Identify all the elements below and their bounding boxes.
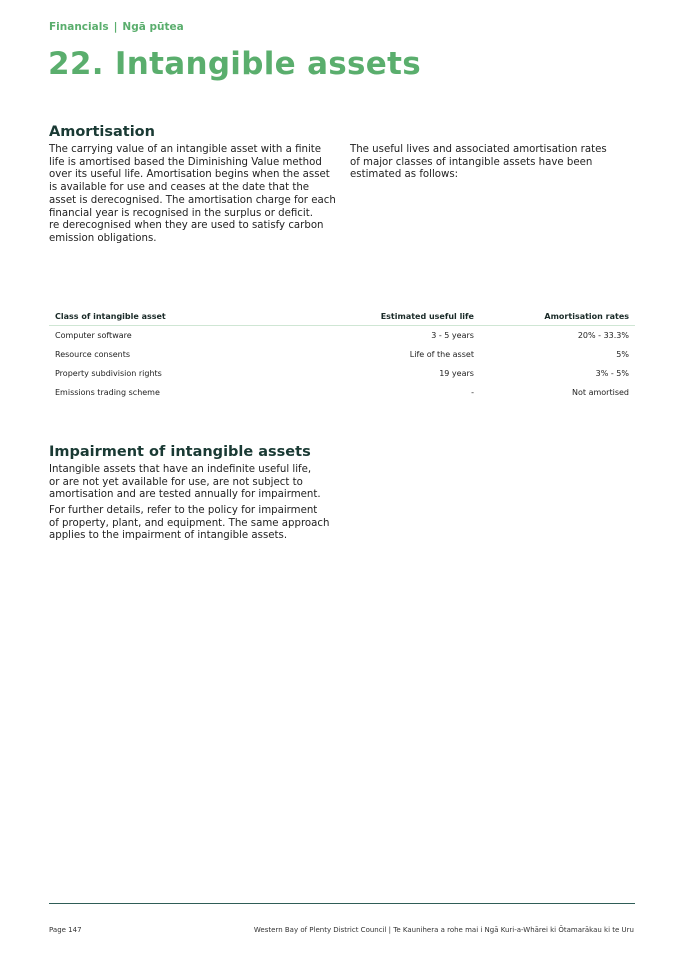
cell-rate: 5% <box>616 350 629 359</box>
impairment-line: amortisation and are tested annually for impairment. <box>49 489 321 501</box>
impairment-paragraph-1 <box>49 464 334 502</box>
useful-lives-line: estimated as follows: <box>350 169 459 181</box>
footer-organisation: Western Bay of Plenty District Council | Te Kaunihera a rohe mai i Ngā Kuri-a-Whārei ki Ōtamarākau ki te Uru <box>253 926 634 934</box>
impairment-line: applies to the impairment of intangible assets. <box>49 530 288 542</box>
col-header-class: Class of intangible asset <box>49 308 311 326</box>
page-number: Page 147 <box>49 926 82 934</box>
page-title: 22. Intangible assets <box>48 46 421 82</box>
cell-class: Property subdivision rights <box>55 369 162 378</box>
breadcrumb-separator: | <box>113 21 118 33</box>
amortisation-line: over its useful life. Amortisation begins when the asset <box>49 169 330 181</box>
cell-class: Resource consents <box>55 350 131 359</box>
breadcrumb-section: Financials <box>49 21 109 33</box>
cell-useful-life: 3 - 5 years <box>431 331 474 340</box>
cell-rate: 3% - 5% <box>595 369 629 378</box>
amortisation-line: financial year is recognised in the surplus or deficit. <box>49 207 313 219</box>
amortisation-line: The carrying value of an intangible asset with a finite <box>49 144 322 155</box>
footer-divider <box>49 903 635 904</box>
impairment-line: of property, plant, and equipment. The same approach <box>49 517 330 529</box>
table-header-row <box>49 308 635 326</box>
cell-class: Emissions trading scheme <box>55 388 160 397</box>
useful-lives-line: of major classes of intangible assets have been <box>350 156 593 168</box>
table-row <box>49 345 635 364</box>
breadcrumb-section-maori: Ngā pūtea <box>122 21 184 33</box>
impairment-paragraph-2 <box>49 505 334 543</box>
impairment-line: or are not yet available for use, are not subject to <box>49 476 303 488</box>
cell-useful-life: - <box>471 388 474 397</box>
col-header-amortisation-rates: Amortisation rates <box>480 308 635 326</box>
cell-rate: 20% - 33.3% <box>577 331 629 340</box>
amortisation-paragraph <box>49 144 334 246</box>
impairment-line: For further details, refer to the policy for impairment <box>49 505 318 516</box>
amortisation-heading: Amortisation <box>49 124 155 140</box>
useful-lives-intro <box>350 144 607 182</box>
cell-class: Computer software <box>55 331 132 340</box>
amortisation-line: life is amortised based the Diminishing Value method <box>49 156 322 168</box>
col-header-useful-life: Estimated useful life <box>311 308 480 326</box>
impairment-heading: Impairment of intangible assets <box>49 444 311 460</box>
cell-rate: Not amortised <box>572 388 629 397</box>
useful-lives-line: The useful lives and associated amortisation rates <box>350 144 607 155</box>
table-row <box>49 326 635 346</box>
amortisation-line: re derecognised when they are used to satisfy carbon <box>49 220 324 232</box>
table-row <box>49 364 635 383</box>
cell-useful-life: Life of the asset <box>409 350 474 359</box>
table-row <box>49 383 635 402</box>
cell-useful-life: 19 years <box>439 369 474 378</box>
amortisation-line: emission obligations. <box>49 232 157 244</box>
intangible-assets-table <box>49 308 635 402</box>
amortisation-line: asset is derecognised. The amortisation charge for each <box>49 194 336 206</box>
impairment-line: Intangible assets that have an indefinite useful life, <box>49 464 312 475</box>
amortisation-line: is available for use and ceases at the date that the <box>49 182 310 194</box>
breadcrumb <box>49 21 184 33</box>
